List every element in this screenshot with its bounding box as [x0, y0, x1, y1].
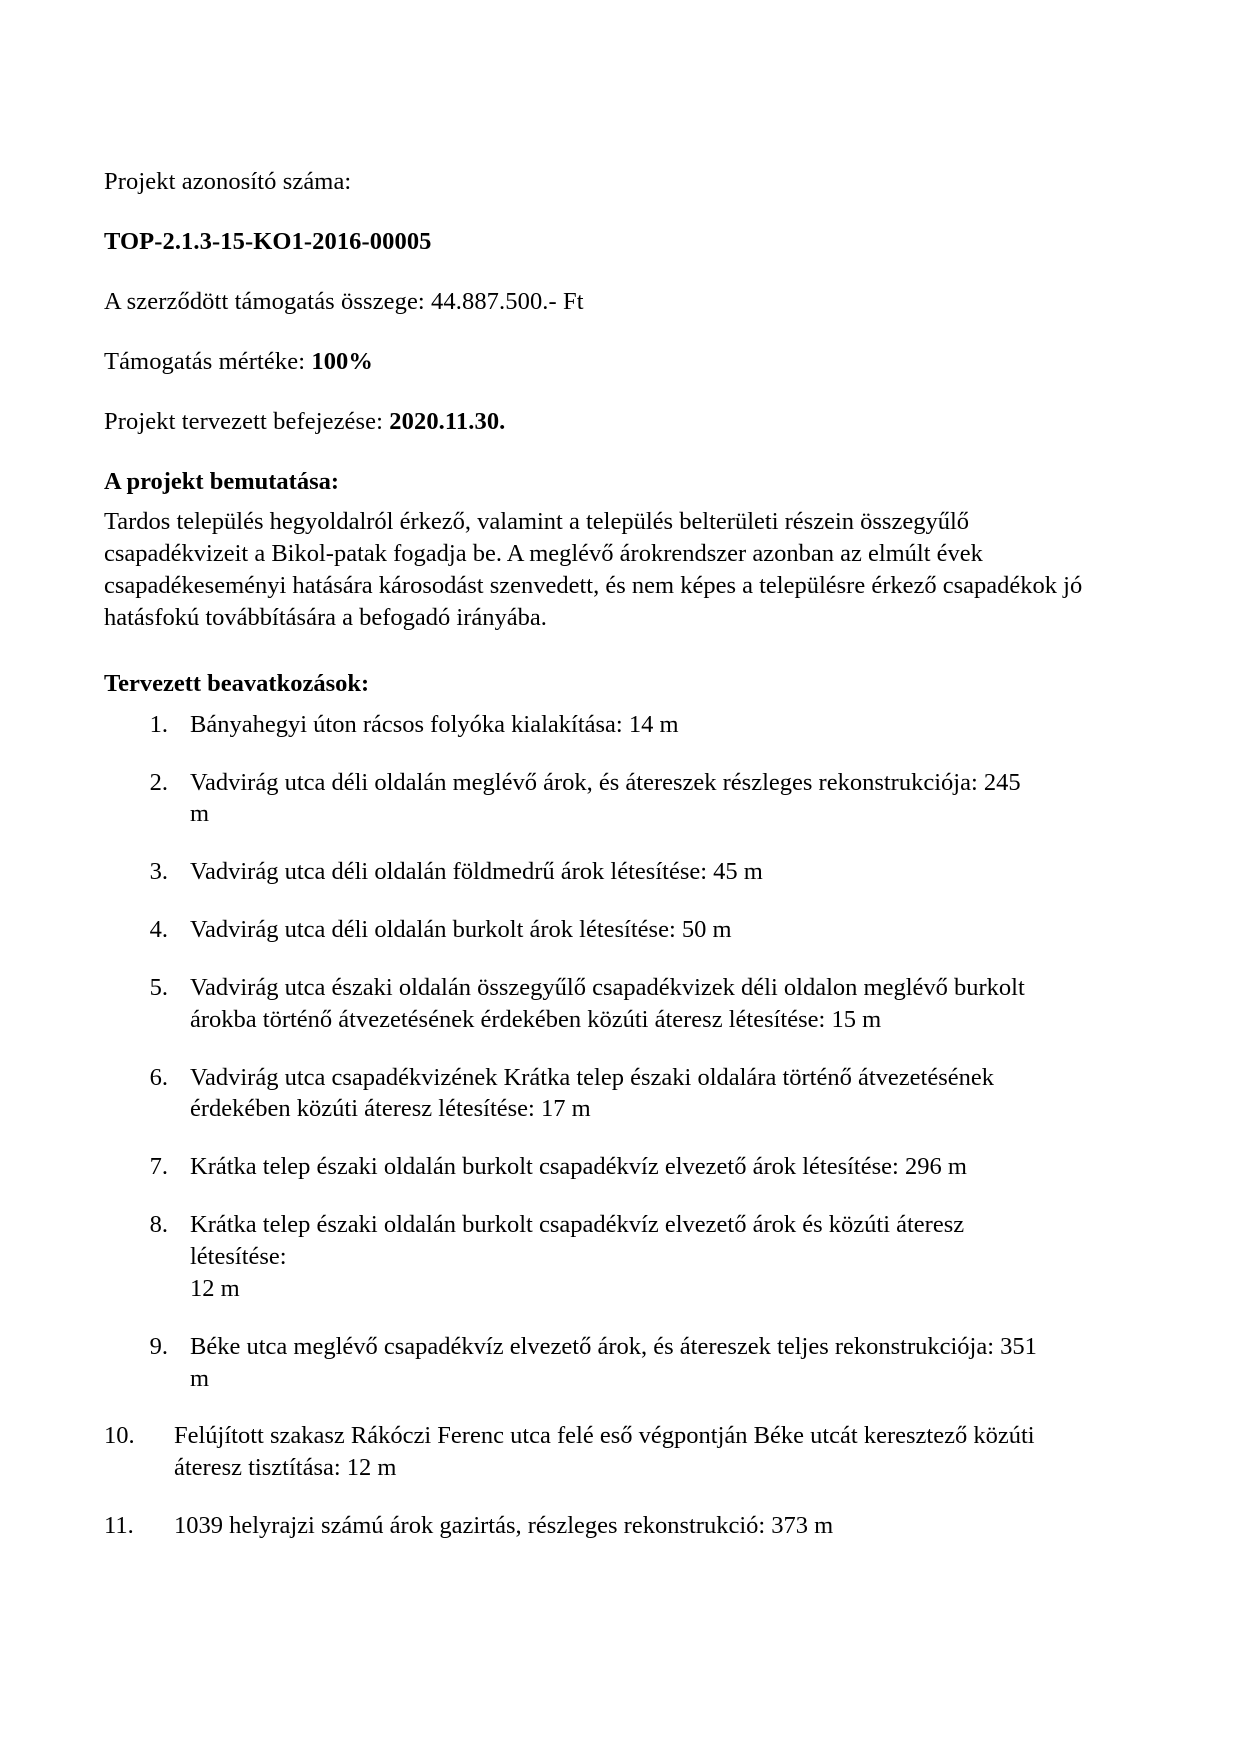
list-item-line: Béke utca meglévő csapadékvíz elvezető árok, és átereszek teljes rekonstrukciója: 351 m [190, 1332, 1037, 1392]
funding-amount-line: A szerződött támogatás összege: 44.887.500.- Ft [104, 287, 584, 315]
list-item-text [190, 709, 1044, 741]
interventions-heading: Tervezett beavatkozások: [104, 669, 370, 697]
list-item [104, 856, 1044, 888]
list-item-line: Vadvirág utca déli oldalán meglévő árok, és átereszek részleges rekonstrukciója: 245 m [190, 768, 1021, 828]
completion-date-line [104, 408, 1044, 437]
list-item [104, 1209, 1044, 1305]
interventions-list [104, 709, 1044, 1542]
list-item-number: 4. [149, 916, 168, 944]
completion-date-value: 2020.11.30. [389, 407, 506, 435]
list-item-number: 8. [149, 1211, 168, 1239]
list-item-text [190, 1062, 1044, 1126]
list-item [104, 1062, 1044, 1126]
list-item-text [190, 1151, 1044, 1183]
list-item [104, 1151, 1044, 1183]
list-item-number: 11. [104, 1512, 134, 1540]
list-item-line: Felújított szakasz Rákóczi Ferenc utca felé eső végpontján Béke utcát keresztező közúti [174, 1422, 1035, 1450]
list-item-text [190, 972, 1044, 1036]
list-item-text [190, 856, 1044, 888]
list-item-line: Krátka telep északi oldalán burkolt csapadékvíz elvezető árok létesítése: 296 m [190, 1153, 967, 1181]
list-item-line: Vadvirág utca déli oldalán burkolt árok létesítése: 50 m [190, 916, 732, 944]
list-item-number: 7. [149, 1153, 168, 1181]
presentation-line: hatásfokú továbbítására a befogadó irányába. [104, 603, 547, 631]
list-item-text [190, 767, 1044, 831]
list-item-line: 12 m [190, 1274, 240, 1302]
funding-rate-label: Támogatás mértéke: [104, 347, 312, 375]
list-item [104, 1510, 1044, 1542]
presentation-line: csapadékvizeit a Bikol-patak fogadja be. A meglévő árokrendszer azonban az elmúlt évek [104, 540, 983, 568]
list-item-line: érdekében közúti áteresz létesítése: 17 m [190, 1095, 591, 1123]
list-item [104, 709, 1044, 741]
presentation-heading: A projekt bemutatása: [104, 467, 340, 495]
list-item [104, 1420, 1044, 1484]
document-content [104, 168, 1083, 1568]
list-item [104, 1331, 1044, 1395]
list-item-line: áteresz tisztítása: 12 m [174, 1454, 397, 1482]
list-item-number: 3. [149, 858, 168, 886]
completion-date-label: Projekt tervezett befejezése: [104, 407, 390, 435]
list-item-number: 9. [149, 1332, 168, 1360]
list-item-text [174, 1510, 1044, 1542]
list-item-number: 10. [104, 1422, 135, 1450]
list-item-line: Vadvirág utca északi oldalán összegyűlő csapadékvizek déli oldalon meglévő burkolt [190, 973, 1025, 1001]
funding-rate-value: 100% [311, 347, 373, 375]
list-item-number: 1. [149, 710, 168, 738]
presentation-paragraph [104, 506, 1083, 633]
list-item-line: Vadvirág utca csapadékvizének Krátka telep északi oldalára történő átvezetésének [190, 1063, 995, 1091]
project-id-label: Projekt azonosító száma: [104, 168, 352, 195]
list-item-text [174, 1420, 1044, 1484]
list-item [104, 914, 1044, 946]
presentation-line: csapadékeseményi hatására károsodást szenvedett, és nem képes a településre érkező csapadékok jó [104, 572, 1083, 600]
list-item-number: 2. [149, 768, 168, 796]
list-item-line: árokba történő átvezetésének érdekében közúti áteresz létesítése: 15 m [190, 1005, 882, 1033]
list-item [104, 767, 1044, 831]
list-item-text [190, 914, 1044, 946]
list-item-number: 5. [149, 973, 168, 1001]
list-item-line: Vadvirág utca déli oldalán földmedrű árok létesítése: 45 m [190, 858, 763, 886]
list-item-line: Krátka telep északi oldalán burkolt csapadékvíz elvezető árok és közúti áteresz létesítése: [190, 1211, 965, 1270]
project-id-value: TOP-2.1.3-15-KO1-2016-00005 [104, 227, 432, 255]
presentation-line: Tardos település hegyoldalról érkező, valamint a település belterületi részein összegyűlő [104, 508, 970, 536]
funding-rate-line [104, 348, 1044, 377]
list-item-line: 1039 helyrajzi számú árok gazirtás, részleges rekonstrukció: 373 m [174, 1512, 834, 1540]
list-item-number: 6. [149, 1063, 168, 1091]
list-item [104, 972, 1044, 1036]
list-item-line: Bányahegyi úton rácsos folyóka kialakítása: 14 m [190, 710, 679, 738]
list-item-text [190, 1331, 1044, 1395]
list-item-text [190, 1209, 1044, 1305]
